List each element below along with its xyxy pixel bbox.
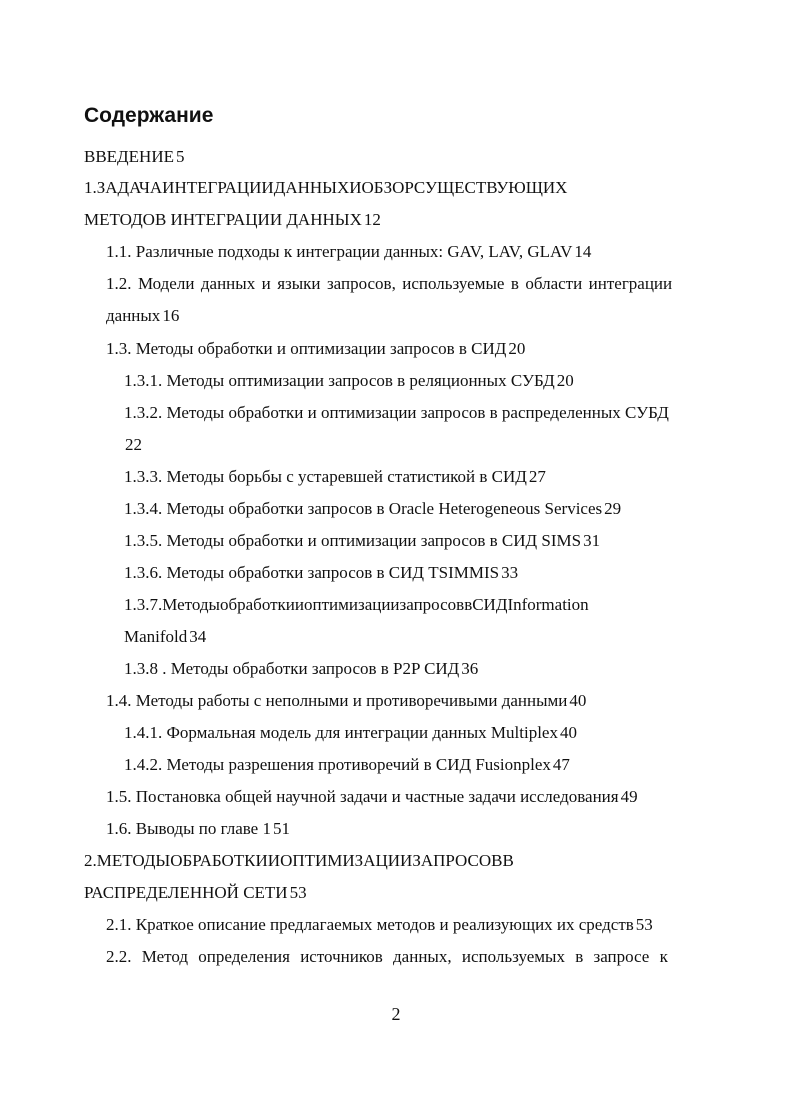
toc-entry-title: 1.4.1. Формальная модель для интеграции данных Multiplex [124, 723, 558, 742]
toc-entry-title-line2: МЕТОДОВ ИНТЕГРАЦИИ ДАННЫХ [84, 210, 362, 229]
toc-entry-title: 1.4. Методы работы с неполными и противоречивыми данными [106, 691, 568, 710]
toc-entry-page: 20 [556, 371, 574, 390]
toc-entry-title: 1.3.5. Методы обработки и оптимизации запросов в СИД SIMS [124, 531, 582, 550]
toc-entry-page: 40 [569, 691, 587, 710]
toc-entry-title: 1.1. Различные подходы к интеграции данных: GAV, LAV, GLAV [106, 242, 573, 261]
toc-entry-title: 1.3.6. Методы обработки запросов в СИД TSIMMIS [124, 563, 500, 582]
toc-entry-page: 53 [635, 915, 653, 934]
toc-entry-page: 14 [574, 242, 592, 261]
toc-entry-page: 16 [162, 306, 180, 325]
toc-entry-page: 22 [125, 435, 142, 454]
toc-entry-title-line1: 1.2. Модели данных и языки запросов, используемые в области интеграции [106, 274, 673, 293]
page-number: 2 [391, 1004, 401, 1024]
toc-entry-page: 51 [272, 819, 290, 838]
toc-entry-page: 34 [189, 627, 207, 646]
toc-entry-title: ВВЕДЕНИЕ [84, 147, 174, 166]
toc-entry-title: 1.3.4. Методы обработки запросов в Oracle Heterogeneous Services [124, 499, 603, 518]
toc-entry-page: 40 [559, 723, 577, 742]
toc-entry-page: 29 [604, 499, 622, 518]
toc-entry-title: 1.3.1. Методы оптимизации запросов в реляционных СУБД [124, 371, 555, 390]
toc-entry-page: 20 [508, 339, 526, 358]
toc-entry-page: 47 [552, 755, 570, 774]
toc-entry-title: 1.6. Выводы по главе 1 [106, 819, 271, 838]
toc-entry-title: 1.3.3. Методы борьбы с устаревшей статистикой в СИД [124, 467, 527, 486]
toc-entry-page: 27 [528, 467, 546, 486]
toc-entry-title: 1.5. Постановка общей научной задачи и частные задачи исследования [106, 787, 619, 806]
toc-entry-title: 1.3.8 . Методы обработки запросов в P2P СИД [124, 659, 460, 678]
toc-entry-page: 33 [501, 563, 519, 582]
toc-entry-page: 36 [461, 659, 479, 678]
toc-entry-title: 1.4.2. Методы разрешения противоречий в СИД Fusionplex [124, 755, 551, 774]
toc-entry-page: 49 [620, 787, 638, 806]
toc-entry-title-line2: РАСПРЕДЕЛЕННОЙ СЕТИ [84, 883, 288, 902]
toc-entry-title-line2: данных [106, 306, 161, 325]
toc-entry-title-line1: 1.3.2. Методы обработки и оптимизации запросов в распределенных СУБД [124, 403, 669, 422]
toc-entry-title: 1.3. Методы обработки и оптимизации запросов в СИД [106, 339, 507, 358]
toc-entry-page: 31 [583, 531, 601, 550]
toc-entry-title-line2: Manifold [124, 627, 188, 646]
document-page: Содержание ВВЕДЕНИЕ 5 1. ЗАДАЧА ИНТЕГРАЦИИ ДАННЫХ И ОБЗОР СУЩЕСТВУЮЩИХ МЕТОДОВ ИНТЕГРАЦИИ ДАННЫХ 12 1.1. Различные подходы к интеграции данных: GAV, LAV, GLAV 14 1.2. Модели данных и языки запросов, используемые в области интеграции данных 16 1.3. Методы обработки и оптимизации запросов в СИД 20 1.3.1. Методы оптимизации запросов в реляционных СУБД 20 1.3.2. Методы обработки и оптимизации запросов в распределенных СУБД 22 1.3.3. Методы борьбы с устаревшей статистикой в СИД 27 1.3.4. Методы обработки запросов в Oracle Heterogeneous Services 29 1.3.5. Методы обработки и оптимизации запросов в СИД SIMS 31 1.3.6. Методы обработки запросов в СИД TSIMMIS 33 1.3.7. Методы обработки и оптимизации запросов в СИД Information Manifold 34 1.3.8 . Методы обработки запросов в P2P СИД 36 1.4. Методы работы с неполными и противоречивыми данными 40 1.4.1. Формальная модель для интеграции данных Multiplex 40 1.4.2. Методы разрешения противоречий в СИД Fusionplex 47 1.5. Постановка общей научной задачи и частные задачи исследования 49 1.6. Выводы по главе 1 51 2. МЕТОДЫ ОБРАБОТКИ И ОПТИМИЗАЦИИ ЗАПРОСОВ В РАСПРЕДЕЛЕННОЙ СЕТИ 53 2.1. Краткое описание предлагаемых методов и реализующих их средств 53 2.2. Метод определения источников данных, используемых в запросе к 2 [0, 0, 792, 1105]
toc-entry-page: 5 [175, 147, 185, 166]
page-title: Содержание [84, 104, 214, 127]
toc-entry-title: 2.1. Краткое описание предлагаемых методов и реализующих их средств [106, 915, 634, 934]
toc-entry-page: 12 [363, 210, 381, 229]
toc-entry-title-line1: 2.2. Метод определения источников данных, используемых в запросе к [106, 947, 668, 966]
toc-entry-page: 53 [289, 883, 307, 902]
